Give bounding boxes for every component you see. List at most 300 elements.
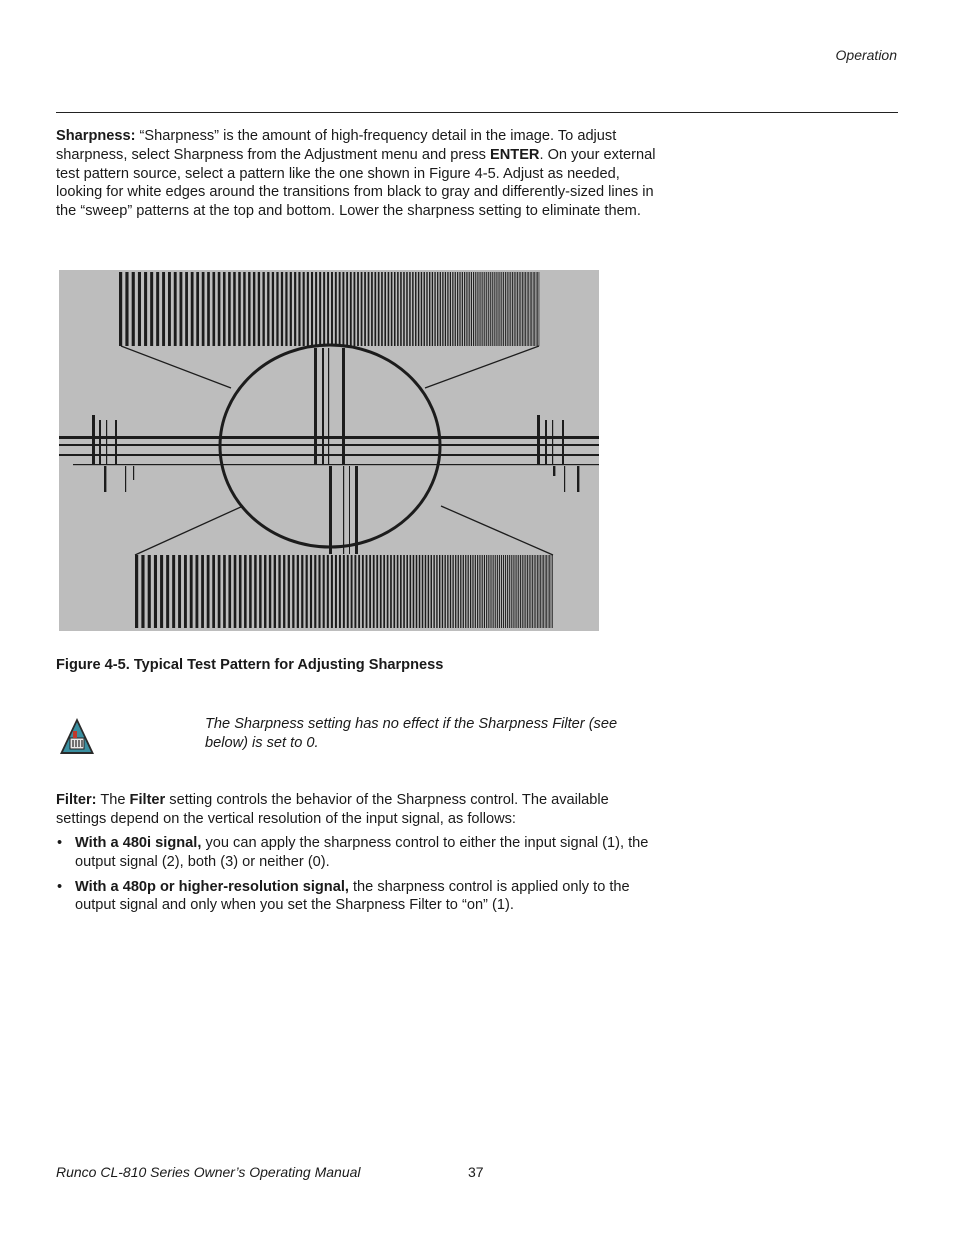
bottom-sweep-bar — [343, 555, 345, 628]
bottom-sweep-bar — [463, 555, 464, 628]
top-sweep-bar — [482, 272, 483, 346]
bullet-text: the sharpness control is applied only to the output signal and only when you set the Sharpness Filter to “on” (1). — [75, 878, 630, 914]
bottom-sweep-bar — [362, 555, 364, 628]
bottom-sweep-bar — [264, 555, 266, 628]
top-sweep-bar — [262, 272, 264, 346]
top-sweep-bar — [519, 272, 520, 346]
bottom-sweep-bar — [497, 555, 498, 628]
top-sweep-bar — [471, 272, 472, 346]
top-sweep-bar — [248, 272, 250, 346]
bottom-sweep-bar — [548, 555, 549, 628]
top-sweep-bar — [512, 272, 513, 346]
top-sweep-bar — [442, 272, 443, 346]
top-sweep-bar — [421, 272, 422, 346]
bottom-sweep-bar — [373, 555, 375, 628]
enter-key-label: ENTER — [490, 146, 540, 163]
bottom-sweep-bar — [249, 555, 252, 628]
top-sweep-bar — [315, 272, 317, 346]
bottom-sweep-bar — [380, 555, 382, 628]
top-sweep-bar — [499, 272, 500, 346]
top-sweep-bar — [520, 272, 521, 346]
top-sweep-bar — [501, 272, 502, 346]
bottom-sweep-bar — [190, 555, 193, 628]
top-sweep-bar — [267, 272, 269, 346]
top-sweep-bar — [342, 272, 344, 346]
header-section-title: Operation — [835, 47, 897, 63]
top-sweep-bar — [466, 272, 467, 346]
bullet-bold: With a 480i signal, — [75, 835, 202, 851]
bottom-sweep-bar — [254, 555, 256, 628]
top-sweep-bar — [412, 272, 413, 346]
top-sweep-bar — [125, 272, 128, 346]
side-lower-tick — [133, 466, 134, 480]
header-rule — [56, 112, 898, 113]
bottom-sweep-bar — [335, 555, 337, 628]
top-sweep-bar — [525, 272, 526, 346]
bottom-sweep-bar — [166, 555, 169, 628]
bottom-sweep-bar — [540, 555, 541, 628]
side-lower-tick — [553, 466, 555, 476]
center-upper-tick — [314, 348, 317, 464]
top-sweep-bar — [447, 272, 448, 346]
top-sweep-bar — [371, 272, 373, 346]
top-sweep-bar — [531, 272, 532, 346]
bottom-sweep-bar — [488, 555, 489, 628]
bottom-sweep-bar — [433, 555, 434, 628]
bottom-sweep-bar — [507, 555, 508, 628]
top-sweep-bar — [494, 272, 495, 346]
top-sweep-bar — [285, 272, 287, 346]
sharpness-paragraph — [56, 127, 656, 221]
bullet-bold: With a 480p or higher-resolution signal, — [75, 878, 349, 895]
top-sweep-bar — [233, 272, 236, 346]
top-sweep-bar — [507, 272, 508, 346]
top-sweep-bar — [534, 272, 535, 346]
bottom-sweep-bar — [450, 555, 451, 628]
top-sweep-bar — [539, 272, 540, 346]
top-sweep-bar — [432, 272, 433, 346]
top-sweep-bar — [168, 272, 171, 346]
top-sweep-bar — [319, 272, 321, 346]
bottom-sweep-bar — [535, 555, 536, 628]
top-sweep-bar — [477, 272, 478, 346]
bottom-sweep-bar — [207, 555, 210, 628]
top-sweep-bar — [524, 272, 525, 346]
footer-manual-title: Runco CL-810 Series Owner’s Operating Manual — [56, 1164, 361, 1180]
top-sweep-bar — [480, 272, 481, 346]
bottom-sweep-bar — [383, 555, 385, 628]
bottom-sweep-bar — [160, 555, 163, 628]
center-lower-tick — [343, 466, 344, 554]
filter-bold: Filter — [129, 792, 166, 808]
bottom-sweep-bar — [436, 555, 437, 628]
bottom-sweep-bar — [178, 555, 181, 628]
list-item: • With a 480p or higher-resolution signal, the sharpness control is applied only to the output signal and only when you set the Sharpness Filter to “on” (1). — [57, 878, 630, 914]
center-upper-tick — [328, 348, 329, 464]
bullet-text: you can apply the sharpness control to either the input signal (1), the output signal (2), both (3) or neither (0). — [75, 835, 649, 870]
bottom-sweep-bar — [527, 555, 528, 628]
top-sweep-bar — [132, 272, 135, 346]
center-lower-tick — [329, 466, 332, 554]
bottom-sweep-bar — [400, 555, 402, 628]
bottom-sweep-bar — [516, 555, 517, 628]
top-sweep-bar — [490, 272, 491, 346]
bottom-sweep-bar — [148, 555, 151, 628]
bottom-sweep-bar — [431, 555, 432, 628]
top-sweep-bar — [488, 272, 489, 346]
top-sweep-bar — [311, 272, 313, 346]
top-sweep-bar — [223, 272, 226, 346]
top-sweep-bar — [437, 272, 438, 346]
bottom-sweep-bar — [513, 555, 514, 628]
bottom-sweep-bar — [425, 555, 426, 628]
top-sweep-bar — [212, 272, 215, 346]
bottom-sweep-bar — [503, 555, 504, 628]
top-sweep-bar — [406, 272, 407, 346]
top-sweep-bar — [346, 272, 348, 346]
filter-paragraph — [56, 791, 656, 829]
top-sweep-bar — [298, 272, 300, 346]
bottom-sweep-bar — [452, 555, 453, 628]
center-upper-tick — [322, 348, 324, 464]
bottom-sweep-bar — [288, 555, 290, 628]
top-sweep-bar — [464, 272, 465, 346]
top-sweep-bar — [327, 272, 329, 346]
top-sweep-bar — [522, 272, 523, 346]
bottom-sweep-bar — [522, 555, 523, 628]
top-sweep-bar — [409, 272, 410, 346]
bottom-sweep-bar — [212, 555, 215, 628]
horizontal-bar — [73, 464, 599, 465]
top-sweep-bar — [469, 272, 470, 346]
bottom-sweep-bar — [393, 555, 395, 628]
bottom-sweep-bar — [201, 555, 204, 628]
side-upper-tick — [552, 420, 553, 465]
note-pointer-icon — [58, 716, 96, 756]
center-upper-tick — [342, 348, 345, 464]
bottom-sweep-bar — [486, 555, 487, 628]
top-sweep-bar — [440, 272, 441, 346]
bottom-sweep-bar — [406, 555, 408, 628]
top-sweep-bar — [403, 272, 405, 346]
filter-term: Filter: — [56, 792, 97, 808]
bottom-sweep-bar — [479, 555, 480, 628]
top-sweep-bar — [156, 272, 159, 346]
bottom-sweep-bar — [549, 555, 550, 628]
top-sweep-bar — [258, 272, 260, 346]
top-sweep-bar — [207, 272, 210, 346]
top-sweep-bar — [281, 272, 283, 346]
bottom-sweep-bar — [495, 555, 496, 628]
top-sweep-bar — [150, 272, 153, 346]
top-sweep-bar — [394, 272, 396, 346]
bottom-sweep-bar — [244, 555, 247, 628]
top-sweep-bar — [445, 272, 446, 346]
top-sweep-bar — [503, 272, 504, 346]
bottom-sweep-bar — [387, 555, 389, 628]
top-sweep-bar — [517, 272, 518, 346]
top-sweep-bar — [450, 272, 451, 346]
list-item: • With a 480i signal, you can apply the sharpness control to either the input signal (1), the output signal (2), both (3) or neither (0). — [57, 835, 649, 870]
bottom-sweep-bar — [184, 555, 187, 628]
top-sweep-bar — [528, 272, 529, 346]
top-sweep-bar — [533, 272, 534, 346]
bottom-sweep-bar — [259, 555, 261, 628]
bottom-sweep-bar — [223, 555, 226, 628]
bottom-sweep-bar — [297, 555, 299, 628]
bottom-sweep-bar — [351, 555, 353, 628]
side-lower-tick — [104, 466, 106, 492]
top-sweep-bar — [415, 272, 416, 346]
top-sweep-bar — [180, 272, 183, 346]
bottom-sweep-bar — [416, 555, 418, 628]
top-sweep-bar — [144, 272, 147, 346]
bottom-sweep-bar — [269, 555, 271, 628]
bottom-sweep-bar — [551, 555, 552, 628]
top-sweep-bar — [381, 272, 383, 346]
bottom-sweep-bar — [518, 555, 519, 628]
bottom-sweep-bar — [484, 555, 485, 628]
bottom-sweep-bar — [470, 555, 471, 628]
bottom-sweep-bar — [534, 555, 535, 628]
bottom-sweep-bar — [218, 555, 221, 628]
bottom-sweep-bar — [318, 555, 320, 628]
filter-text-1: The — [96, 792, 130, 808]
bottom-sweep-bar — [460, 555, 461, 628]
sharpness-term: Sharpness: — [56, 128, 136, 144]
bottom-sweep-bar — [537, 555, 538, 628]
top-sweep-bar — [536, 272, 537, 346]
top-sweep-bar — [361, 272, 363, 346]
top-sweep-bar — [185, 272, 188, 346]
bottom-sweep-bar — [135, 555, 138, 628]
top-sweep-bar — [537, 272, 538, 346]
bottom-sweep-bar — [539, 555, 540, 628]
top-sweep-bar — [253, 272, 255, 346]
top-sweep-bar — [484, 272, 485, 346]
bottom-sweep-bar — [306, 555, 308, 628]
test-pattern-image — [59, 270, 599, 631]
bottom-sweep-bar — [472, 555, 473, 628]
top-sweep-bar — [530, 272, 531, 346]
top-sweep-bar — [429, 272, 430, 346]
bottom-sweep-bar — [195, 555, 198, 628]
side-upper-tick — [106, 420, 107, 465]
bottom-sweep-bar — [376, 555, 378, 628]
top-sweep-bar — [473, 272, 474, 346]
bottom-sweep-bar — [493, 555, 494, 628]
side-lower-tick — [564, 466, 565, 492]
figure-caption: Figure 4-5. Typical Test Pattern for Adjusting Sharpness — [56, 657, 444, 673]
bottom-sweep-bar — [390, 555, 392, 628]
bottom-sweep-bar — [545, 555, 546, 628]
top-sweep-bar — [509, 272, 510, 346]
top-sweep-bar — [290, 272, 292, 346]
top-sweep-bar — [162, 272, 165, 346]
bottom-sweep-bar — [228, 555, 231, 628]
bottom-sweep-bar — [458, 555, 459, 628]
bottom-sweep-bar — [331, 555, 333, 628]
bottom-sweep-bar — [505, 555, 506, 628]
bottom-sweep-bar — [465, 555, 466, 628]
center-lower-tick — [355, 466, 358, 554]
top-sweep-bar — [384, 272, 386, 346]
bottom-sweep-bar — [439, 555, 440, 628]
bottom-sweep-bar — [413, 555, 415, 628]
bottom-sweep-bar — [490, 555, 491, 628]
top-sweep-bar — [238, 272, 240, 346]
top-sweep-bar — [424, 272, 425, 346]
bottom-sweep-bar — [542, 555, 543, 628]
top-sweep-bar — [455, 272, 456, 346]
bottom-sweep-bar — [278, 555, 280, 628]
bottom-sweep-bar — [283, 555, 285, 628]
sharpness-text-2: . On your external test pattern source, select a pattern like the one shown in Figure 4-5. Adjust as needed, looking for white edges around the transitions from black to gray and differently-sized lines in the “sweep” patterns at the top and bottom. Lower the sharpness setting to eliminate them. — [56, 146, 656, 220]
top-sweep-bar — [378, 272, 380, 346]
top-sweep-bar — [388, 272, 390, 346]
top-sweep-bar — [498, 272, 499, 346]
top-sweep-bar — [486, 272, 487, 346]
top-sweep-bar — [272, 272, 274, 346]
bottom-sweep-bar — [403, 555, 405, 628]
bottom-sweep-bar — [310, 555, 312, 628]
top-sweep-bar — [496, 272, 497, 346]
bottom-sweep-bar — [477, 555, 478, 628]
bottom-sweep-bar — [543, 555, 544, 628]
bottom-sweep-bar — [455, 555, 456, 628]
bottom-sweep-bar — [234, 555, 237, 628]
bottom-sweep-bar — [442, 555, 443, 628]
bottom-sweep-bar — [428, 555, 429, 628]
bottom-sweep-bar — [323, 555, 325, 628]
top-sweep-bar — [391, 272, 393, 346]
side-upper-tick — [92, 415, 95, 465]
side-upper-tick — [545, 420, 547, 465]
top-sweep-bar — [228, 272, 231, 346]
bottom-sweep-bar — [314, 555, 316, 628]
bottom-sweep-bar — [524, 555, 525, 628]
bottom-sweep-bar — [468, 555, 469, 628]
top-sweep-bar — [357, 272, 359, 346]
top-sweep-bar — [307, 272, 309, 346]
bottom-sweep-bar — [274, 555, 276, 628]
bottom-sweep-bar — [327, 555, 329, 628]
bottom-sweep-bar — [141, 555, 144, 628]
bottom-sweep-bar — [532, 555, 533, 628]
top-sweep-bar — [350, 272, 352, 346]
bottom-sweep-bar — [419, 555, 421, 628]
bottom-sweep-bar — [530, 555, 531, 628]
top-sweep-bar — [475, 272, 476, 346]
bottom-sweep-bar — [366, 555, 368, 628]
top-sweep-bar — [397, 272, 399, 346]
filter-options-list — [56, 834, 656, 921]
top-sweep-bar — [119, 272, 122, 346]
top-sweep-bar — [294, 272, 296, 346]
filter-text-2: setting controls the behavior of the Sharpness control. The available settings depend on the vertical resolution of the input signal, as follows: — [56, 792, 609, 827]
top-sweep-bar — [339, 272, 341, 346]
bottom-sweep-bar — [301, 555, 303, 628]
side-upper-tick — [537, 415, 540, 465]
top-sweep-bar — [374, 272, 376, 346]
top-sweep-bar — [492, 272, 493, 346]
top-sweep-bar — [418, 272, 419, 346]
bottom-sweep-bar — [499, 555, 500, 628]
top-sweep-bar — [457, 272, 458, 346]
side-lower-tick — [125, 466, 126, 492]
bottom-sweep-bar — [511, 555, 512, 628]
bottom-sweep-bar — [445, 555, 446, 628]
top-sweep-bar — [459, 272, 460, 346]
top-sweep-bar — [138, 272, 141, 346]
top-sweep-bar — [331, 272, 333, 346]
bottom-sweep-bar — [397, 555, 399, 628]
top-sweep-bar — [368, 272, 370, 346]
bottom-sweep-bar — [369, 555, 371, 628]
bottom-sweep-bar — [154, 555, 157, 628]
bottom-sweep-bar — [509, 555, 510, 628]
bottom-sweep-bar — [347, 555, 349, 628]
top-sweep-bar — [426, 272, 427, 346]
top-sweep-bar — [276, 272, 278, 346]
top-sweep-bar — [527, 272, 528, 346]
side-upper-tick — [115, 420, 117, 465]
center-lower-tick — [349, 466, 350, 554]
top-sweep-bar — [364, 272, 366, 346]
sharpness-text-1: “Sharpness” is the amount of high-frequency detail in the image. To adjust sharpness, select Sharpness from the Adjustment menu and press — [56, 128, 617, 163]
top-sweep-bar — [335, 272, 337, 346]
top-sweep-bar — [174, 272, 177, 346]
bottom-sweep-bar — [552, 555, 553, 628]
footer-page-number: 37 — [468, 1164, 484, 1180]
top-sweep-bar — [191, 272, 194, 346]
bottom-sweep-bar — [422, 555, 423, 628]
top-sweep-bar — [452, 272, 453, 346]
top-sweep-bar — [323, 272, 325, 346]
top-sweep-bar — [434, 272, 435, 346]
bottom-sweep-bar — [339, 555, 341, 628]
top-sweep-bar — [202, 272, 205, 346]
bottom-sweep-bar — [529, 555, 530, 628]
bottom-sweep-bar — [475, 555, 476, 628]
top-sweep-bar — [515, 272, 516, 346]
top-sweep-bar — [196, 272, 199, 346]
bottom-sweep-bar — [239, 555, 242, 628]
bottom-sweep-bar — [546, 555, 547, 628]
top-sweep-bar — [462, 272, 463, 346]
bottom-sweep-bar — [482, 555, 483, 628]
bottom-sweep-bar — [292, 555, 294, 628]
bottom-sweep-bar — [410, 555, 412, 628]
sharpness-test-pattern-figure — [59, 270, 599, 631]
top-sweep-bar — [514, 272, 515, 346]
side-upper-tick — [99, 420, 101, 465]
side-upper-tick — [562, 420, 564, 465]
bottom-sweep-bar — [520, 555, 521, 628]
top-sweep-bar — [354, 272, 356, 346]
top-sweep-bar — [243, 272, 245, 346]
top-sweep-bar — [400, 272, 402, 346]
top-sweep-bar — [218, 272, 221, 346]
bottom-sweep-bar — [525, 555, 526, 628]
bottom-sweep-bar — [358, 555, 360, 628]
top-sweep-bar — [505, 272, 506, 346]
top-sweep-bar — [510, 272, 511, 346]
bottom-sweep-bar — [447, 555, 448, 628]
bottom-sweep-bar — [354, 555, 356, 628]
bottom-sweep-bar — [515, 555, 516, 628]
note-text: The Sharpness setting has no effect if the Sharpness Filter (see below) is set to 0. — [205, 716, 618, 751]
